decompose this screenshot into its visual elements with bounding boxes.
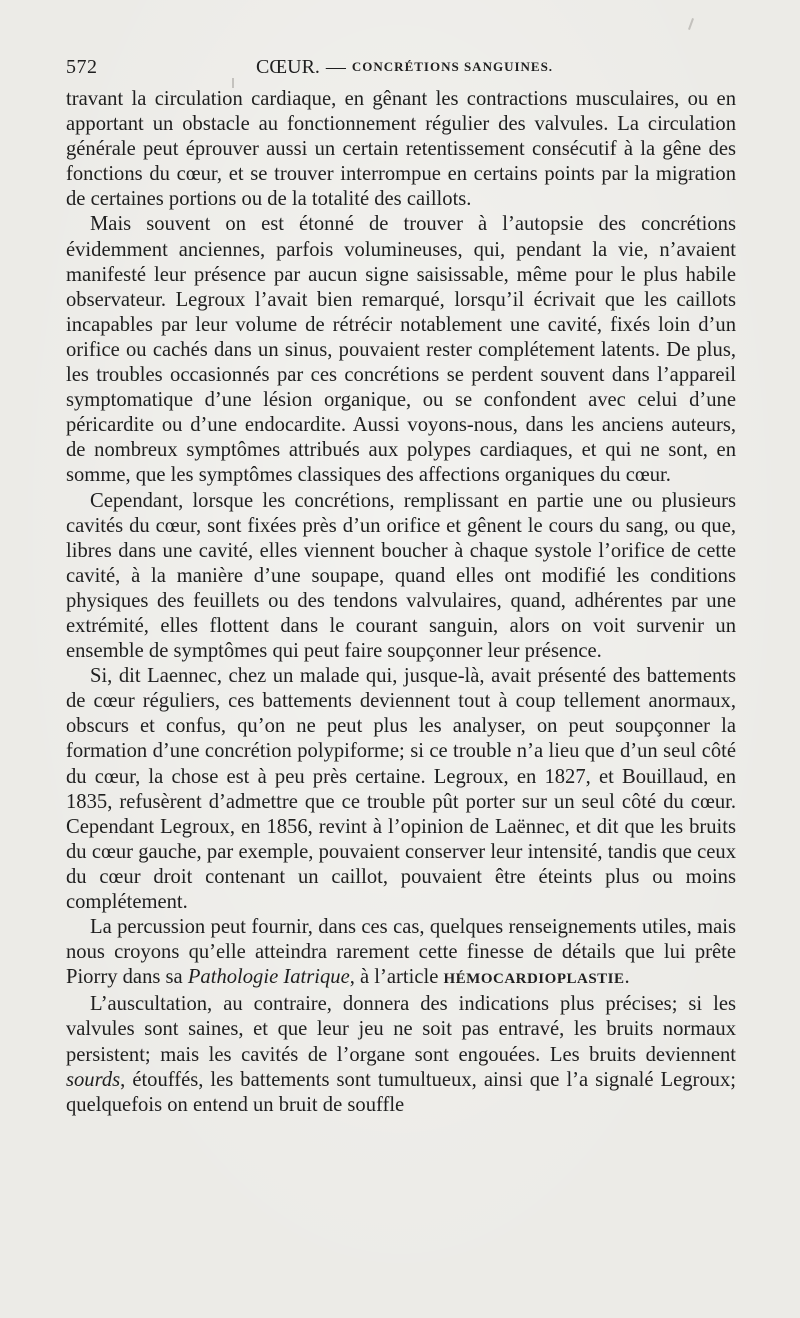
book-title-italic: Pathologie Iatrique [187, 966, 350, 989]
paragraph-5 [66, 915, 736, 992]
paragraph-5-text-before: La percussion peut fournir, dans ces cas, quelques renseignements utiles, mais nous croyons qu’elle atteindra rarement cette finesse de détails que lui prête Piorry dans sa [66, 916, 736, 989]
paragraph-4: Si, dit Laennec, chez un malade qui, jusque-là, avait présenté des battements de cœur réguliers, ces battements deviennent tout à coup tellement anormaux, obscurs et confus, qu’on ne peut plus les analyser, on peut soupçonner la formation d’une concrétion polypiforme; si ce trouble n’a lieu que d’un seul côté du cœur, la chose est à peu près certaine. Legroux, en 1827, et Bouillaud, en 1835, refusèrent d’admettre que ce trouble pût porter sur un seul côté du cœur. Cependant Legroux, en 1856, revint à l’opinion de Laënnec, et dit que les bruits du cœur gauche, par exemple, pouvaient conserver leur intensité, tandis que ceux du cœur droit contenant un caillot, pouvaient être éteints plus ou moins complétement. [66, 665, 736, 913]
running-title-main: CŒUR. [256, 56, 320, 78]
body-text [66, 87, 736, 1118]
emphasis-italic: sourds [66, 1068, 121, 1091]
paragraph-3: Cependant, lorsque les concrétions, remplissant en partie une ou plusieurs cavités du cœur, sont fixées près d’un orifice et gênent le cours du sang, ou que, libres dans une cavité, elles viennent boucher à chaque systole l’orifice de cette cavité, à la manière d’une soupape, quand elles ont modifié les conditions physiques des feuillets ou des tendons valvulaires, quand, adhérentes par une extrémité, elles flottent dans le courant sanguin, alors on voit survenir un ensemble de symptômes qui peut faire soupçonner leur présence. [66, 489, 736, 663]
article-term: HÉMOCARDIOPLASTIE [443, 971, 625, 988]
paragraph-6-text-after: , étouffés, les battements sont tumultueux, ainsi que l’a signalé Legroux; quelquefois on entend un bruit de souffle [66, 1068, 736, 1116]
paragraph-2: Mais souvent on est étonné de trouver à l’autopsie des concrétions évidemment anciennes, parfois volumineuses, qui, pendant la vie, n’avaient manifesté leur présence par aucun signe saisissable, même pour le plus habile observateur. Legroux l’avait bien remarqué, lorsqu’il écrivait que les caillots incapables par leur volume de rétrécir notablement une cavité, fixés loin d’un orifice ou cachés dans un sinus, pouvaient rester complétement latents. De plus, les troubles occasionnés par ces concrétions se perdent souvent dans l’appareil symptomatique d’une lésion organique, ou se confondent avec celui d’une péricardite ou d’une endocardite. Aussi voyons-nous, dans les anciens auteurs, de nombreux symptômes attribués aux polypes cardiaques, et qui ne sont, en somme, que les symptômes classiques des affections organiques du cœur. [66, 213, 736, 487]
page-number: 572 [66, 56, 98, 78]
paragraph-5-text-after: . [624, 966, 630, 989]
paragraph-6-text-before: L’auscultation, au contraire, donnera des indications plus précises; si les valvules sont saines, et que leur jeu ne soit pas entravé, les bruits normaux persistent; mais les cavités de l’organe sont engouées. Les bruits deviennent [66, 993, 736, 1066]
running-title [256, 56, 553, 79]
running-title-separator: — [325, 56, 346, 78]
paragraph-5-text-middle: , à l’article [349, 966, 444, 989]
scan-artifact-mark [688, 18, 694, 30]
running-header [66, 56, 736, 84]
paragraph-1: travant la circulation cardiaque, en gênant les contractions musculaires, ou en apportant un obstacle au fonctionnement régulier des valvules. La circulation générale peut éprouver aussi un certain retentissement consécutif à la gêne des fonctions du cœur, et se trouver interrompue en certains points par la migration de certaines portions ou de la totalité des caillots. [66, 88, 736, 211]
scan-artifact-mark [232, 78, 234, 88]
paragraph-6 [66, 992, 736, 1117]
running-title-sub: CONCRÉTIONS SANGUINES. [351, 59, 554, 74]
